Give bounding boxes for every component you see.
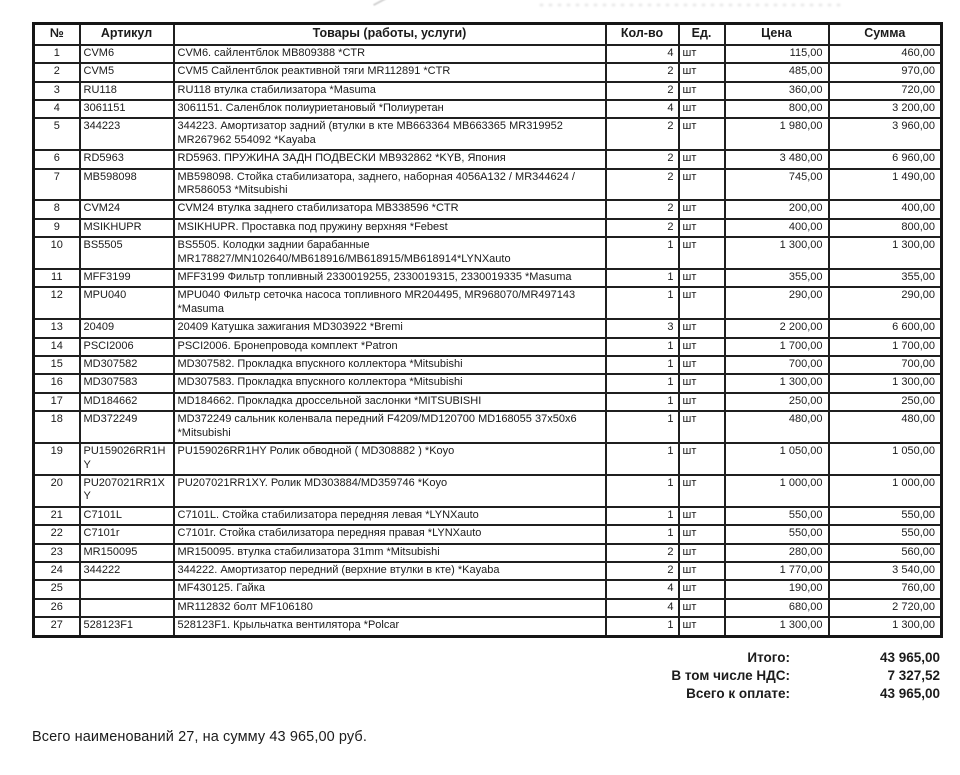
cell-sum: 6 960,00 [829,150,942,168]
cell-article: PU159026RR1HY [80,443,174,475]
cell-quantity: 1 [606,525,679,543]
cell-quantity: 4 [606,580,679,598]
table-row [34,63,942,81]
cell-sum: 3 960,00 [829,118,942,150]
cell-article: PU207021RR1XY [80,475,174,507]
cell-number: 8 [34,200,80,218]
table-row [34,169,942,201]
grand-total-label: Всего к оплате: [686,685,790,701]
cell-description: MF430125. Гайка [174,580,606,598]
cell-sum: 1 000,00 [829,475,942,507]
cell-sum: 1 300,00 [829,617,942,636]
cell-quantity: 2 [606,82,679,100]
cell-sum: 290,00 [829,287,942,319]
cell-number: 25 [34,580,80,598]
cell-article: MSIKHUPR [80,219,174,237]
table-row [34,617,942,636]
cell-article: 3061151 [80,100,174,118]
cell-sum: 1 300,00 [829,374,942,392]
cell-unit: шт [679,338,725,356]
cell-article: BS5505 [80,237,174,269]
cell-quantity: 4 [606,599,679,617]
cell-number: 6 [34,150,80,168]
cell-unit: шт [679,118,725,150]
table-row [34,580,942,598]
cell-number: 1 [34,45,80,63]
cell-unit: шт [679,100,725,118]
totals-block [32,650,940,701]
cell-unit: шт [679,525,725,543]
cell-description: MD307582. Прокладка впускного коллектора *Mitsubishi [174,356,606,374]
vat-row [32,668,940,683]
table-row [34,118,942,150]
cell-unit: шт [679,319,725,337]
cell-sum: 1 700,00 [829,338,942,356]
cell-unit: шт [679,150,725,168]
cell-description: BS5505. Колодки заднии барабанные MR178827/MN102640/MB618916/MB618915/MB618914*LYNXauto [174,237,606,269]
cell-quantity: 1 [606,617,679,636]
cell-number: 24 [34,562,80,580]
cell-sum: 6 600,00 [829,319,942,337]
table-row [34,269,942,287]
cell-unit: шт [679,475,725,507]
cell-description: 20409 Катушка зажигания MD303922 *Bremi [174,319,606,337]
table-row [34,475,942,507]
cell-number: 11 [34,269,80,287]
total-row [32,650,940,665]
cell-price: 1 000,00 [725,475,829,507]
cell-quantity: 1 [606,287,679,319]
cell-description: CVM24 втулка заднего стабилизатора MB338596 *CTR [174,200,606,218]
items-table [32,22,943,638]
cell-sum: 700,00 [829,356,942,374]
cell-price: 550,00 [725,525,829,543]
table-row [34,45,942,63]
items-summary-note: Всего наименований 27, на сумму 43 965,00 руб. [32,728,367,745]
cell-number: 19 [34,443,80,475]
cell-description: MB598098. Стойка стабилизатора, заднего, наборная 4056A132 / MR344624 / MR586053 *Mitsubishi [174,169,606,201]
cell-unit: шт [679,287,725,319]
cell-description: MSIKHUPR. Проставка под пружину верхняя *Febest [174,219,606,237]
cell-price: 355,00 [725,269,829,287]
cell-number: 23 [34,544,80,562]
cell-price: 360,00 [725,82,829,100]
cell-number: 22 [34,525,80,543]
cell-sum: 550,00 [829,507,942,525]
cell-price: 1 300,00 [725,374,829,392]
cell-unit: шт [679,356,725,374]
cell-sum: 460,00 [829,45,942,63]
cell-number: 17 [34,393,80,411]
cell-sum: 1 050,00 [829,443,942,475]
cell-quantity: 1 [606,356,679,374]
cell-unit: шт [679,562,725,580]
grand-total-value: 43 965,00 [879,685,940,701]
table-row [34,287,942,319]
cell-quantity: 1 [606,338,679,356]
col-header-price: Цена [725,24,829,45]
col-header-goods: Товары (работы, услуги) [174,24,606,45]
table-row [34,374,942,392]
table-row [34,82,942,100]
cell-description: PU159026RR1HY Ролик обводной ( MD308882 ) *Koyo [174,443,606,475]
cell-quantity: 1 [606,475,679,507]
cell-number: 12 [34,287,80,319]
cell-article: CVM5 [80,63,174,81]
cell-price: 680,00 [725,599,829,617]
cell-unit: шт [679,82,725,100]
cell-article: MD307582 [80,356,174,374]
cell-unit: шт [679,45,725,63]
cell-article: C7101r [80,525,174,543]
cell-price: 1 770,00 [725,562,829,580]
cell-number: 4 [34,100,80,118]
cell-number: 18 [34,411,80,443]
cell-unit: шт [679,393,725,411]
table-row [34,599,942,617]
cell-number: 27 [34,617,80,636]
col-header-article: Артикул [80,24,174,45]
cell-number: 9 [34,219,80,237]
cell-description: 528123F1. Крыльчатка вентилятора *Polcar [174,617,606,636]
cell-unit: шт [679,617,725,636]
cell-price: 200,00 [725,200,829,218]
cell-sum: 250,00 [829,393,942,411]
cell-article [80,599,174,617]
cell-number: 10 [34,237,80,269]
cell-article: MB598098 [80,169,174,201]
cell-sum: 1 300,00 [829,237,942,269]
cell-description: 3061151. Саленблок полиуриетановый *Полиуретан [174,100,606,118]
cell-number: 15 [34,356,80,374]
cell-price: 1 300,00 [725,617,829,636]
cell-price: 550,00 [725,507,829,525]
cell-description: MFF3199 Фильтр топливный 2330019255, 2330019315, 2330019335 *Masuma [174,269,606,287]
cell-number: 13 [34,319,80,337]
cell-description: 344223. Амортизатор задний (втулки в кте MB663364 MB663365 MR319952 MR267962 554092 *Kayaba [174,118,606,150]
cell-unit: шт [679,219,725,237]
cell-quantity: 1 [606,237,679,269]
cell-number: 5 [34,118,80,150]
cell-price: 290,00 [725,287,829,319]
total-label: Итого: [747,649,790,665]
cell-quantity: 4 [606,100,679,118]
cell-price: 190,00 [725,580,829,598]
cell-article: PSCI2006 [80,338,174,356]
cell-sum: 970,00 [829,63,942,81]
cell-number: 2 [34,63,80,81]
invoice-sheet [32,22,940,745]
cell-article: 344223 [80,118,174,150]
cell-number: 20 [34,475,80,507]
vat-label: В том числе НДС: [671,667,790,683]
cell-sum: 800,00 [829,219,942,237]
vat-value: 7 327,52 [887,667,940,683]
cell-quantity: 1 [606,507,679,525]
cell-article: MD184662 [80,393,174,411]
col-header-sum: Сумма [829,24,942,45]
cell-article: 20409 [80,319,174,337]
table-row [34,525,942,543]
cell-quantity: 1 [606,411,679,443]
cell-quantity: 3 [606,319,679,337]
table-row [34,319,942,337]
cell-price: 1 050,00 [725,443,829,475]
cell-price: 2 200,00 [725,319,829,337]
cell-number: 26 [34,599,80,617]
cell-quantity: 2 [606,200,679,218]
cell-quantity: 2 [606,544,679,562]
cell-description: MR112832 болт MF106180 [174,599,606,617]
cell-description: MD307583. Прокладка впускного коллектора *Mitsubishi [174,374,606,392]
table-row [34,150,942,168]
cell-sum: 720,00 [829,82,942,100]
cell-number: 3 [34,82,80,100]
cell-price: 280,00 [725,544,829,562]
cell-sum: 355,00 [829,269,942,287]
cell-description: RD5963. ПРУЖИНА ЗАДН ПОДВЕСКИ MB932862 *KYB, Япония [174,150,606,168]
cell-unit: шт [679,411,725,443]
table-header [34,24,942,45]
cell-article: RU118 [80,82,174,100]
cell-price: 1 980,00 [725,118,829,150]
table-row [34,507,942,525]
cell-quantity: 2 [606,118,679,150]
items-body [34,45,942,636]
cell-article: CVM6 [80,45,174,63]
cell-price: 485,00 [725,63,829,81]
cell-description: CVM6. сайлентблок MB809388 *CTR [174,45,606,63]
cell-description: PU207021RR1XY. Ролик MD303884/MD359746 *Koyo [174,475,606,507]
cell-article: RD5963 [80,150,174,168]
cell-unit: шт [679,237,725,269]
cell-number: 14 [34,338,80,356]
cell-article: MFF3199 [80,269,174,287]
cell-unit: шт [679,544,725,562]
cell-description: PSCI2006. Бронепровода комплект *Patron [174,338,606,356]
cell-sum: 560,00 [829,544,942,562]
table-row [34,356,942,374]
cell-price: 1 700,00 [725,338,829,356]
cell-unit: шт [679,507,725,525]
table-row [34,219,942,237]
cell-article: CVM24 [80,200,174,218]
cell-sum: 480,00 [829,411,942,443]
total-value: 43 965,00 [879,649,940,665]
cell-description: MR150095. втулка стабилизатора 31mm *Mitsubishi [174,544,606,562]
cell-number: 7 [34,169,80,201]
cell-description: MD372249 сальник коленвала передний F4209/MD120700 MD168055 37x50x6 *Mitsubishi [174,411,606,443]
table-row [34,237,942,269]
cell-unit: шт [679,169,725,201]
cell-price: 250,00 [725,393,829,411]
cell-price: 745,00 [725,169,829,201]
col-header-number: № [34,24,80,45]
cell-article [80,580,174,598]
cell-quantity: 2 [606,150,679,168]
cell-quantity: 4 [606,45,679,63]
table-row [34,562,942,580]
cell-description: C7101L. Стойка стабилизатора передняя левая *LYNXauto [174,507,606,525]
cell-description: CVM5 Сайлентблок реактивной тяги MR112891 *CTR [174,63,606,81]
cell-unit: шт [679,269,725,287]
cell-description: C7101r. Стойка стабилизатора передняя правая *LYNXauto [174,525,606,543]
table-row [34,443,942,475]
cell-article: C7101L [80,507,174,525]
cell-unit: шт [679,374,725,392]
cell-description: RU118 втулка стабилизатора *Masuma [174,82,606,100]
cell-unit: шт [679,599,725,617]
cell-number: 16 [34,374,80,392]
cell-unit: шт [679,443,725,475]
col-header-unit: Ед. [679,24,725,45]
cell-price: 800,00 [725,100,829,118]
cell-unit: шт [679,580,725,598]
cell-number: 21 [34,507,80,525]
table-row [34,411,942,443]
cell-description: 344222. Амортизатор передний (верхние втулки в кте) *Kayaba [174,562,606,580]
cell-price: 480,00 [725,411,829,443]
cell-sum: 2 720,00 [829,599,942,617]
cell-article: 344222 [80,562,174,580]
table-row [34,338,942,356]
col-header-qty: Кол-во [606,24,679,45]
cell-article: MR150095 [80,544,174,562]
cell-price: 400,00 [725,219,829,237]
cell-quantity: 2 [606,63,679,81]
table-row [34,393,942,411]
cell-sum: 1 490,00 [829,169,942,201]
cell-quantity: 1 [606,374,679,392]
scan-artifact-pen-mark [373,0,397,6]
cell-sum: 400,00 [829,200,942,218]
cell-article: MPU040 [80,287,174,319]
cell-price: 700,00 [725,356,829,374]
cell-sum: 550,00 [829,525,942,543]
cell-price: 3 480,00 [725,150,829,168]
table-row [34,100,942,118]
cell-article: 528123F1 [80,617,174,636]
cell-price: 115,00 [725,45,829,63]
cell-sum: 3 200,00 [829,100,942,118]
cell-sum: 3 540,00 [829,562,942,580]
cell-unit: шт [679,200,725,218]
cell-quantity: 2 [606,169,679,201]
scan-artifact-cutoff-text [540,0,840,8]
grand-total-row [32,686,940,701]
cell-quantity: 1 [606,443,679,475]
cell-quantity: 2 [606,562,679,580]
table-row [34,544,942,562]
cell-quantity: 1 [606,393,679,411]
cell-sum: 760,00 [829,580,942,598]
cell-description: MPU040 Фильтр сеточка насоса топливного MR204495, MR968070/MR497143 *Masuma [174,287,606,319]
table-row [34,200,942,218]
cell-description: MD184662. Прокладка дроссельной заслонки *MITSUBISHI [174,393,606,411]
cell-article: MD372249 [80,411,174,443]
cell-quantity: 1 [606,269,679,287]
cell-quantity: 2 [606,219,679,237]
cell-unit: шт [679,63,725,81]
cell-article: MD307583 [80,374,174,392]
cell-price: 1 300,00 [725,237,829,269]
